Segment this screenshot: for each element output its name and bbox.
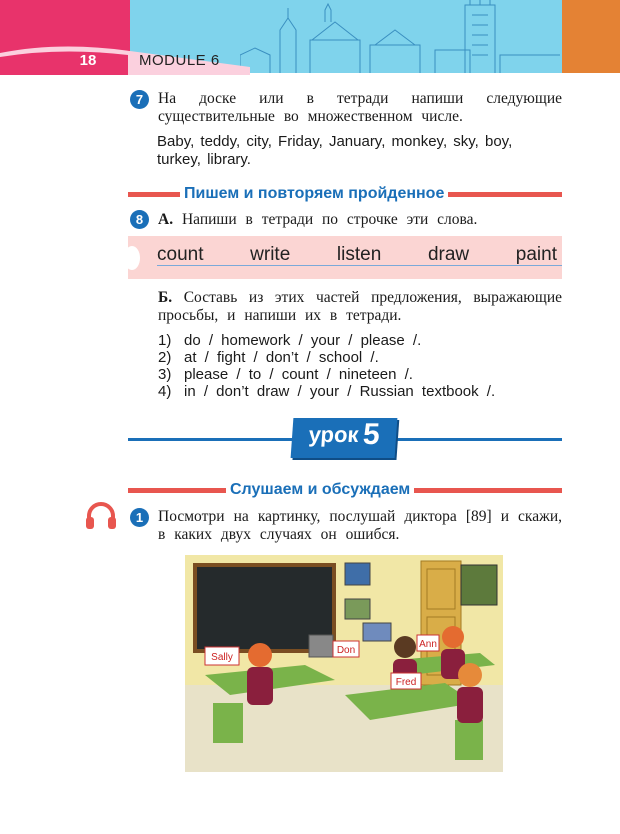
exercise-8-part-a — [158, 211, 562, 229]
exercise-1-badge: 1 — [130, 508, 149, 527]
page-number: 18 — [79, 52, 97, 69]
headphones-icon — [85, 502, 117, 530]
section-title-writing: Пишем и повторяем пройденное — [180, 182, 448, 206]
lesson-word: урок — [307, 422, 360, 447]
list-item — [158, 349, 562, 366]
exercise-1-text: Посмотри на картинку, послушай диктора [89] и скажи, в каких двух случаях он ошибся. — [158, 508, 562, 543]
list-item — [158, 383, 562, 400]
list-item — [158, 366, 562, 383]
list-item-text: do / homework / your / please /. — [184, 332, 422, 349]
list-item-text: in / don’t draw / your / Russian textbook /. — [184, 383, 496, 400]
header-orange-band — [562, 0, 620, 73]
practice-word: draw — [427, 244, 470, 265]
lesson-number: 5 — [361, 418, 381, 451]
section-title-listening: Слушаем и обсуждаем — [226, 478, 414, 502]
part-a-text: Напиши в тетради по строчке эти слова. — [181, 211, 478, 228]
name-card-don: Don — [336, 645, 356, 656]
exercise-7-instruction: На доске или в тетради напиши следующие существительные во множественном числе. — [158, 90, 562, 125]
exercise-7-badge: 7 — [130, 90, 149, 109]
strip-notch — [124, 246, 140, 270]
classroom-illustration — [185, 555, 503, 772]
exercise-7-words: Baby, teddy, city, Friday, January, monkey, sky, boy, turkey, library. — [157, 133, 513, 168]
exercise-8-badge: 8 — [130, 210, 149, 229]
section-header-listening — [128, 483, 562, 497]
list-item-number: 4) — [158, 383, 172, 400]
part-b-label: Б. — [158, 289, 173, 306]
name-card-sally: Sally — [211, 652, 233, 663]
list-item-number: 2) — [158, 349, 172, 366]
part-b-text: Составь из этих частей предложения, выражающие просьбы, и напиши их в тетради. — [158, 289, 562, 324]
list-item-number: 1) — [158, 332, 172, 349]
sentence-parts-list — [158, 332, 562, 400]
exercise-8-part-b — [158, 289, 562, 325]
list-item-number: 3) — [158, 366, 172, 383]
practice-word: count — [157, 244, 204, 265]
practice-word: write — [250, 244, 291, 265]
list-item — [158, 332, 562, 349]
city-skyline-illustration — [240, 0, 560, 73]
section-header-writing — [128, 187, 562, 201]
practice-words — [157, 244, 557, 274]
practice-word: paint — [515, 244, 557, 265]
part-a-label: А. — [158, 211, 174, 228]
name-card-ann: Ann — [419, 639, 437, 650]
name-card-fred: Fred — [395, 677, 417, 688]
list-item-text: please / to / count / nineteen /. — [184, 366, 413, 383]
list-item-text: at / fight / don’t / school /. — [184, 349, 379, 366]
module-title: MODULE 6 — [139, 52, 220, 69]
practice-word: listen — [336, 244, 382, 265]
lesson-heading — [291, 418, 398, 458]
